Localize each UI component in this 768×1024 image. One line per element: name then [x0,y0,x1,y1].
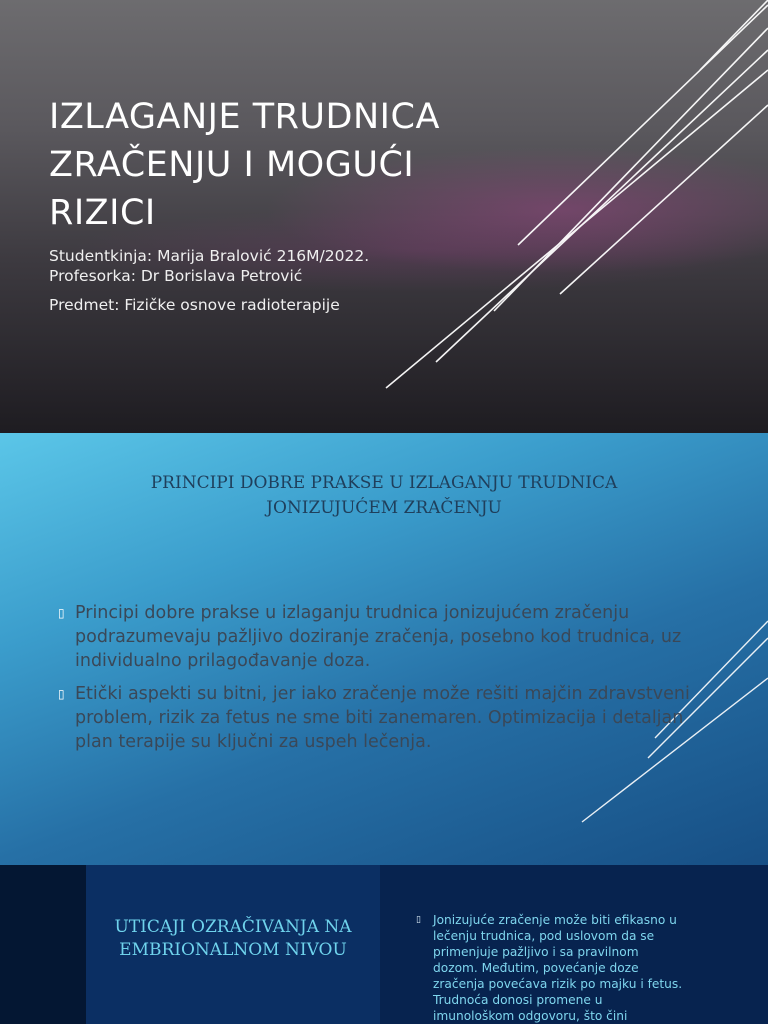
heading-line: PRINCIPI DOBRE PRAKSE U IZLAGANJU TRUDNICA [150,473,618,493]
body-line: Jonizujuće zračenje može biti efikasno u [433,913,677,927]
heading-line: JONIZUJUĆEM ZRAČENJU [266,498,502,518]
list-item [58,601,708,673]
deco-line [560,105,768,294]
bullet-icon: ▯ [416,915,421,925]
slide-heading [86,916,380,962]
heading-line: UTICAJI OZRAČIVANJA NA [114,917,352,937]
left-strip [0,865,86,1024]
title-line: RIZICI [49,193,156,233]
heading-line: EMBRIONALNOM NIVOU [119,940,347,960]
subject-line: Predmet: Fizičke osnove radioterapije [49,296,340,314]
bullet-text: Principi dobre prakse u izlaganju trudnica jonizujućem zračenju podrazumevaju pažljivo doziranje zračenja, posebno kod trudnica, uz individualno prilagođavanje doza. [75,603,682,671]
body-line: dozom. Međutim, povećanje doze [433,961,639,975]
heading-panel [86,865,380,1024]
deco-line [518,5,768,245]
embryonic-effects-slide [0,865,768,1024]
title-slide [0,0,768,433]
deco-line [436,50,768,362]
body-line: imunološkom odgovoru, što čini [433,1009,628,1023]
bullet-list [416,912,716,1024]
professor-line: Profesorka: Dr Borislava Petrović [49,267,303,285]
body-line: primenjuje pažljivo i sa pravilnom [433,945,639,959]
list-item [416,912,716,1024]
body-line: zračenja povećava rizik po majku i fetus. [433,977,683,991]
bullet-icon: ▯ [58,606,65,620]
body-line: lečenju trudnica, pod uslovom da se [433,929,655,943]
title-line: ZRAČENJU I MOGUĆI [49,145,415,185]
list-item [58,682,708,754]
slide-heading [0,471,768,521]
title-line: IZLAGANJE TRUDNICA [49,97,440,137]
body-line: Trudnoća donosi promene u [433,993,603,1007]
slide-title [49,93,440,237]
bullet-text: Etički aspekti su bitni, jer iako zračenje može rešiti majčin zdravstveni problem, rizik za fetus ne sme biti zanemaren. Optimizacija i detaljan plan terapije su ključni za uspeh lečenja. [75,684,690,752]
deco-line [386,70,768,388]
bullet-list [58,601,708,763]
principles-slide [0,433,768,865]
bullet-icon: ▯ [58,687,65,701]
student-line: Studentkinja: Marija Bralović 216M/2022. [49,247,370,265]
